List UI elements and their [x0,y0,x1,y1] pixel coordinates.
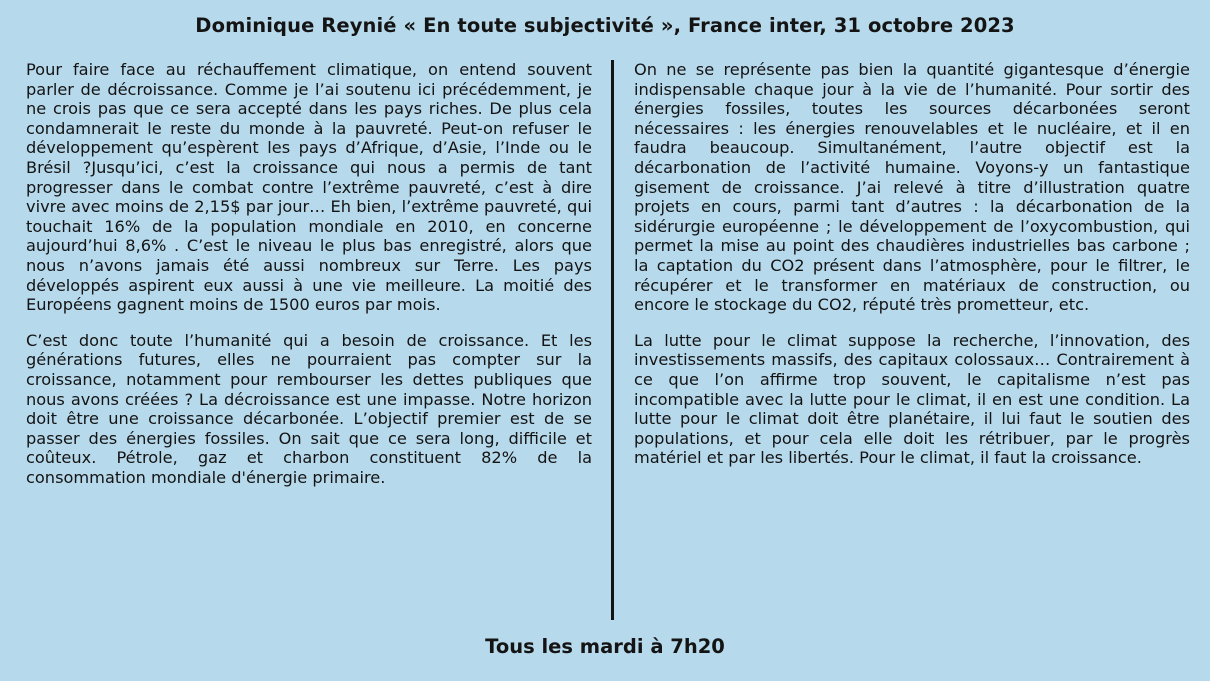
paragraph: La lutte pour le climat suppose la recherche, l’innovation, des investissements massifs, des capitaux colossaux… Contrairement à ce que l’on affirme trop souvent, le capitalisme n’est pas incompatible avec la lutte pour le climat, il en est une condition. La lutte pour le climat doit être planétaire, il lui faut le soutien des populations, et pour cela elle doit les rétribuer, par le progrès matériel et par les libertés. Pour le climat, il faut la croissance. [634,330,1190,468]
paragraph: On ne se représente pas bien la quantité gigantesque d’énergie indispensable chaque jour à la vie de l’humanité. Pour sortir des énergies fossiles, toutes les sources décarbonées seront nécessaires : les énergies renouvelables et le nucléaire, et il en faudra beaucoup. Simultanément, l’autre objectif est la décarbonation de l’activité humaine. Voyons-y un fantastique gisement de croissance. J’ai relevé à titre d’illustration quatre projets en cours, parmi tant d’autres : la décarbonation de la sidérurgie européenne ; le développement de l’oxycombustion, qui permet la mise au point des chaudières industrielles bas carbone ; la captation du CO2 présent dans l’atmosphère, pour le filtrer, le récupérer et le transformer en matériaux de construction, ou encore le stockage du CO2, réputé très prometteur, etc. [634,60,1190,315]
paragraph: C’est donc toute l’humanité qui a besoin de croissance. Et les générations futures, elles ne pourraient pas compter sur la croissance, notamment pour rembourser les dettes publiques que nous avons créées ? La décroissance est une impasse. Notre horizon doit être une croissance décarbonée. L’objectif premier est de se passer des énergies fossiles. On sait que ce sera long, difficile et coûteux. Pétrole, gaz et charbon constituent 82% de la consommation mondiale d'énergie primaire. [26,330,592,487]
paragraph: Pour faire face au réchauffement climatique, on entend souvent parler de décroissance. Comme je l’ai soutenu ici précédemment, je ne crois pas que ce sera accepté dans les pays riches. De plus cela condamnerait le reste du monde à la pauvreté. Peut-on refuser le développement qu’espèrent les pays d’Afrique, d’Asie, l’Inde ou le Brésil ?Jusqu’ici, c’est la croissance qui nous a permis de tant progresser dans le combat contre l’extrême pauvreté, c’est à dire vivre avec moins de 2,15$ par jour… Eh bien, l’extrême pauvreté, qui touchait 16% de la population mondiale en 2010, en concerne aujourd’hui 8,6% . C’est le niveau le plus bas enregistré, alors que nous n’avons jamais été aussi nombreux sur Terre. Les pays développés aspirent eux aussi à une vie meilleure. La moitié des Européens gagnent moins de 1500 euros par mois. [26,60,592,315]
page-title: Dominique Reynié « En toute subjectivité », France inter, 31 octobre 2023 [195,14,1015,37]
column-divider [611,60,614,620]
right-column [634,60,1190,484]
footer-schedule: Tous les mardi à 7h20 [485,635,725,658]
left-column [26,60,592,503]
